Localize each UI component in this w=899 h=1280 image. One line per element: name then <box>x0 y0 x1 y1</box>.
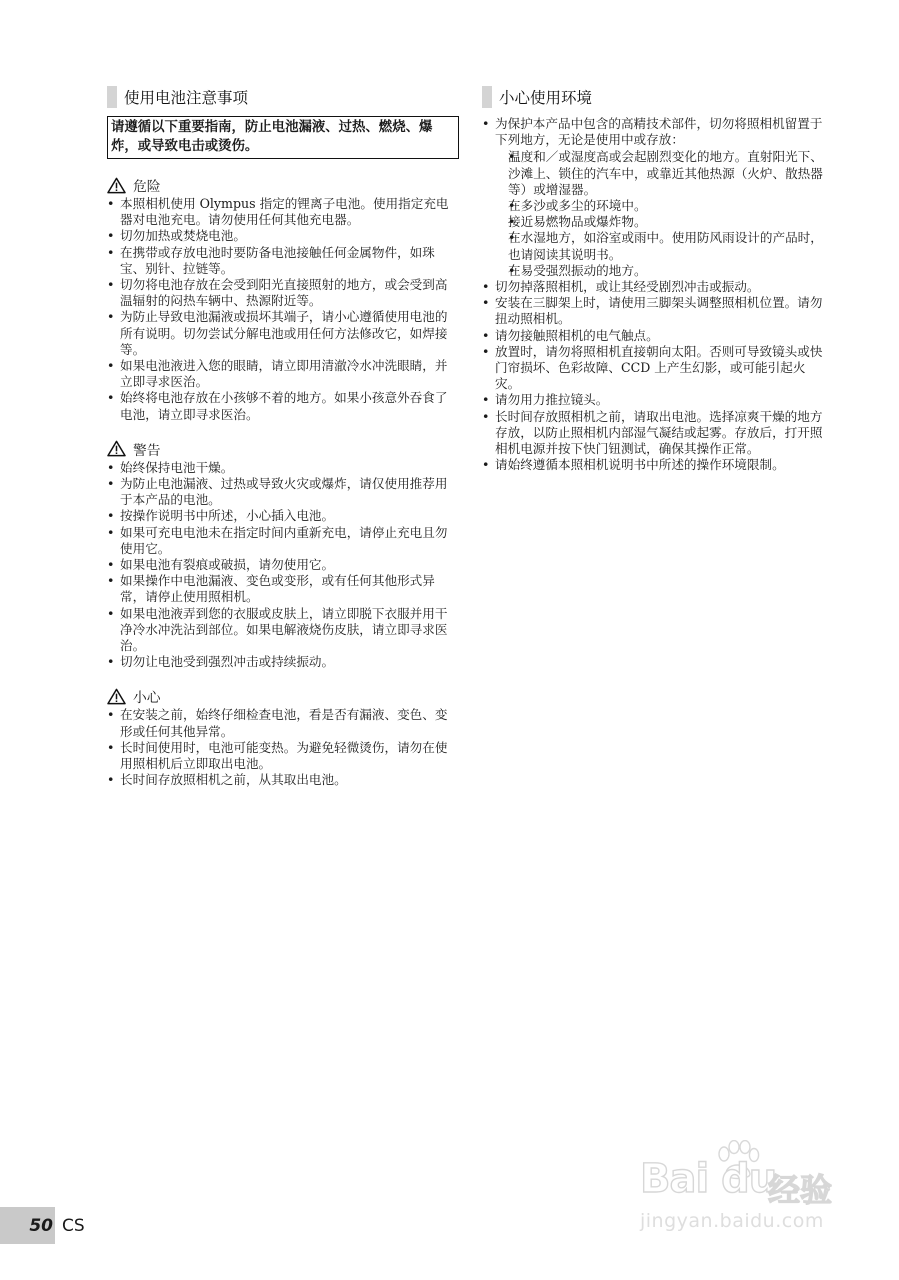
heading-bar <box>107 86 117 108</box>
list-item: • 如果可充电电池未在指定时间内重新充电，请停止充电且勿使用它。 <box>107 525 459 557</box>
warning-triangle-icon <box>107 177 126 194</box>
language-code: CS <box>62 1215 85 1236</box>
sub-list-item: • 在水湿地方，如浴室或雨中。使用防风雨设计的产品时，也请阅读其说明书。 <box>495 230 827 262</box>
list-item: • 在安装之前，始终仔细检查电池，看是否有漏液、变色、变形或任何其他异常。 <box>107 707 459 739</box>
list-item: • 长时间存放照相机之前，从其取出电池。 <box>107 772 459 788</box>
list-item: • 如果电池液进入您的眼睛，请立即用清澈冷水冲洗眼睛，并立即寻求医治。 <box>107 358 459 390</box>
warning-heading <box>107 439 459 459</box>
list-item: • 如果电池液弄到您的衣服或皮肤上，请立即脱下衣服并用干净冷水冲洗沾到部位。如果电解液烧伤皮肤，请立即寻求医治。 <box>107 606 459 655</box>
list-item: • 如果电池有裂痕或破损，请勿使用它。 <box>107 557 459 573</box>
danger-heading <box>107 175 459 195</box>
environment-sublist <box>495 149 827 279</box>
environment-list <box>482 116 827 473</box>
list-item: • 切勿掉落照相机，或让其经受剧烈冲击或振动。 <box>482 279 827 295</box>
environment-section-heading <box>482 84 827 110</box>
list-item: • 为防止电池漏液、过热或导致火灾或爆炸，请仅使用推荐用于本产品的电池。 <box>107 476 459 508</box>
page-footer <box>0 1207 85 1244</box>
list-item: • 为防止导致电池漏液或损坏其端子，请小心遵循使用电池的所有说明。切勿尝试分解电池或用任何方法修改它，如焊接等。 <box>107 309 459 358</box>
battery-notice-box: 请遵循以下重要指南，防止电池漏液、过热、燃烧、爆炸，或导致电击或烫伤。 <box>107 116 459 159</box>
list-item: • 放置时，请勿将照相机直接朝向太阳。否则可导致镜头或快门帘损坏、色彩故障、CCD 上产生幻影，或可能引起火灾。 <box>482 344 827 393</box>
right-column <box>482 84 827 473</box>
list-item: • 切勿加热或焚烧电池。 <box>107 228 459 244</box>
list-item: • 长时间使用时，电池可能变热。为避免轻微烫伤，请勿在使用照相机后立即取出电池。 <box>107 740 459 772</box>
sub-list-item: • 接近易燃物品或爆炸物。 <box>495 214 827 230</box>
watermark-brand: Bai du <box>640 1156 777 1202</box>
caution-title: 小心 <box>133 690 161 707</box>
environment-section-title: 小心使用环境 <box>499 89 593 107</box>
sub-list-item: • 在多沙或多尘的环境中。 <box>495 198 827 214</box>
list-item: • 本照相机使用 Olympus 指定的锂离子电池。使用指定充电器对电池充电。请勿使用任何其他充电器。 <box>107 196 459 228</box>
caution-heading <box>107 686 459 706</box>
warning-title: 警告 <box>133 442 161 459</box>
list-item: • 安装在三脚架上时，请使用三脚架头调整照相机位置。请勿扭动照相机。 <box>482 295 827 327</box>
danger-title: 危险 <box>133 179 161 195</box>
sub-list-item: • 温度和／或湿度高或会起剧烈变化的地方。直射阳光下、沙滩上、锁住的汽车中，或靠近其他热源（火炉、散热器等）或增湿器。 <box>495 149 827 198</box>
list-item: • 始终将电池存放在小孩够不着的地方。如果小孩意外吞食了电池，请立即寻求医治。 <box>107 390 459 422</box>
list-item: • 请勿接触照相机的电气触点。 <box>482 328 827 344</box>
watermark-cn: 经验 <box>768 1171 833 1209</box>
watermark-url: jingyan.baidu.com <box>640 1210 824 1232</box>
danger-list <box>107 196 459 423</box>
list-item: • 长时间存放照相机之前，请取出电池。选择凉爽干燥的地方存放，以防止照相机内部湿气凝结或起雾。存放后，打开照相机电源并按下快门钮测试，确保其操作正常。 <box>482 409 827 458</box>
battery-section-heading <box>107 84 459 110</box>
list-item-text: 为保护本产品中包含的高精技术部件，切勿将照相机留置于下列地方，无论是使用中或存放： <box>495 116 823 148</box>
list-item: • 如果操作中电池漏液、变色或变形，或有任何其他形式异常，请停止使用照相机。 <box>107 573 459 605</box>
page-number: 50 <box>0 1207 55 1244</box>
list-item: • 按操作说明书中所述，小心插入电池。 <box>107 508 459 524</box>
baidu-jingyan-watermark <box>640 1140 880 1250</box>
list-item: • 始终保持电池干燥。 <box>107 460 459 476</box>
list-item: • 切勿让电池受到强烈冲击或持续振动。 <box>107 654 459 670</box>
warning-triangle-icon <box>107 440 126 457</box>
battery-section-title: 使用电池注意事项 <box>124 89 249 107</box>
list-item: • 请勿用力推拉镜头。 <box>482 392 827 408</box>
sub-list-item: • 在易受强烈振动的地方。 <box>495 263 827 279</box>
list-item: • 请始终遵循本照相机说明书中所述的操作环境限制。 <box>482 457 827 473</box>
caution-list <box>107 707 459 788</box>
list-item <box>482 116 827 279</box>
list-item: • 切勿将电池存放在会受到阳光直接照射的地方，或会受到高温辐射的闷热车辆中、热源附近等。 <box>107 277 459 309</box>
heading-bar <box>482 86 492 108</box>
list-item: • 在携带或存放电池时要防备电池接触任何金属物件，如珠宝、别针、拉链等。 <box>107 245 459 277</box>
warning-list <box>107 460 459 671</box>
left-column <box>107 84 459 789</box>
warning-triangle-icon <box>107 688 126 705</box>
